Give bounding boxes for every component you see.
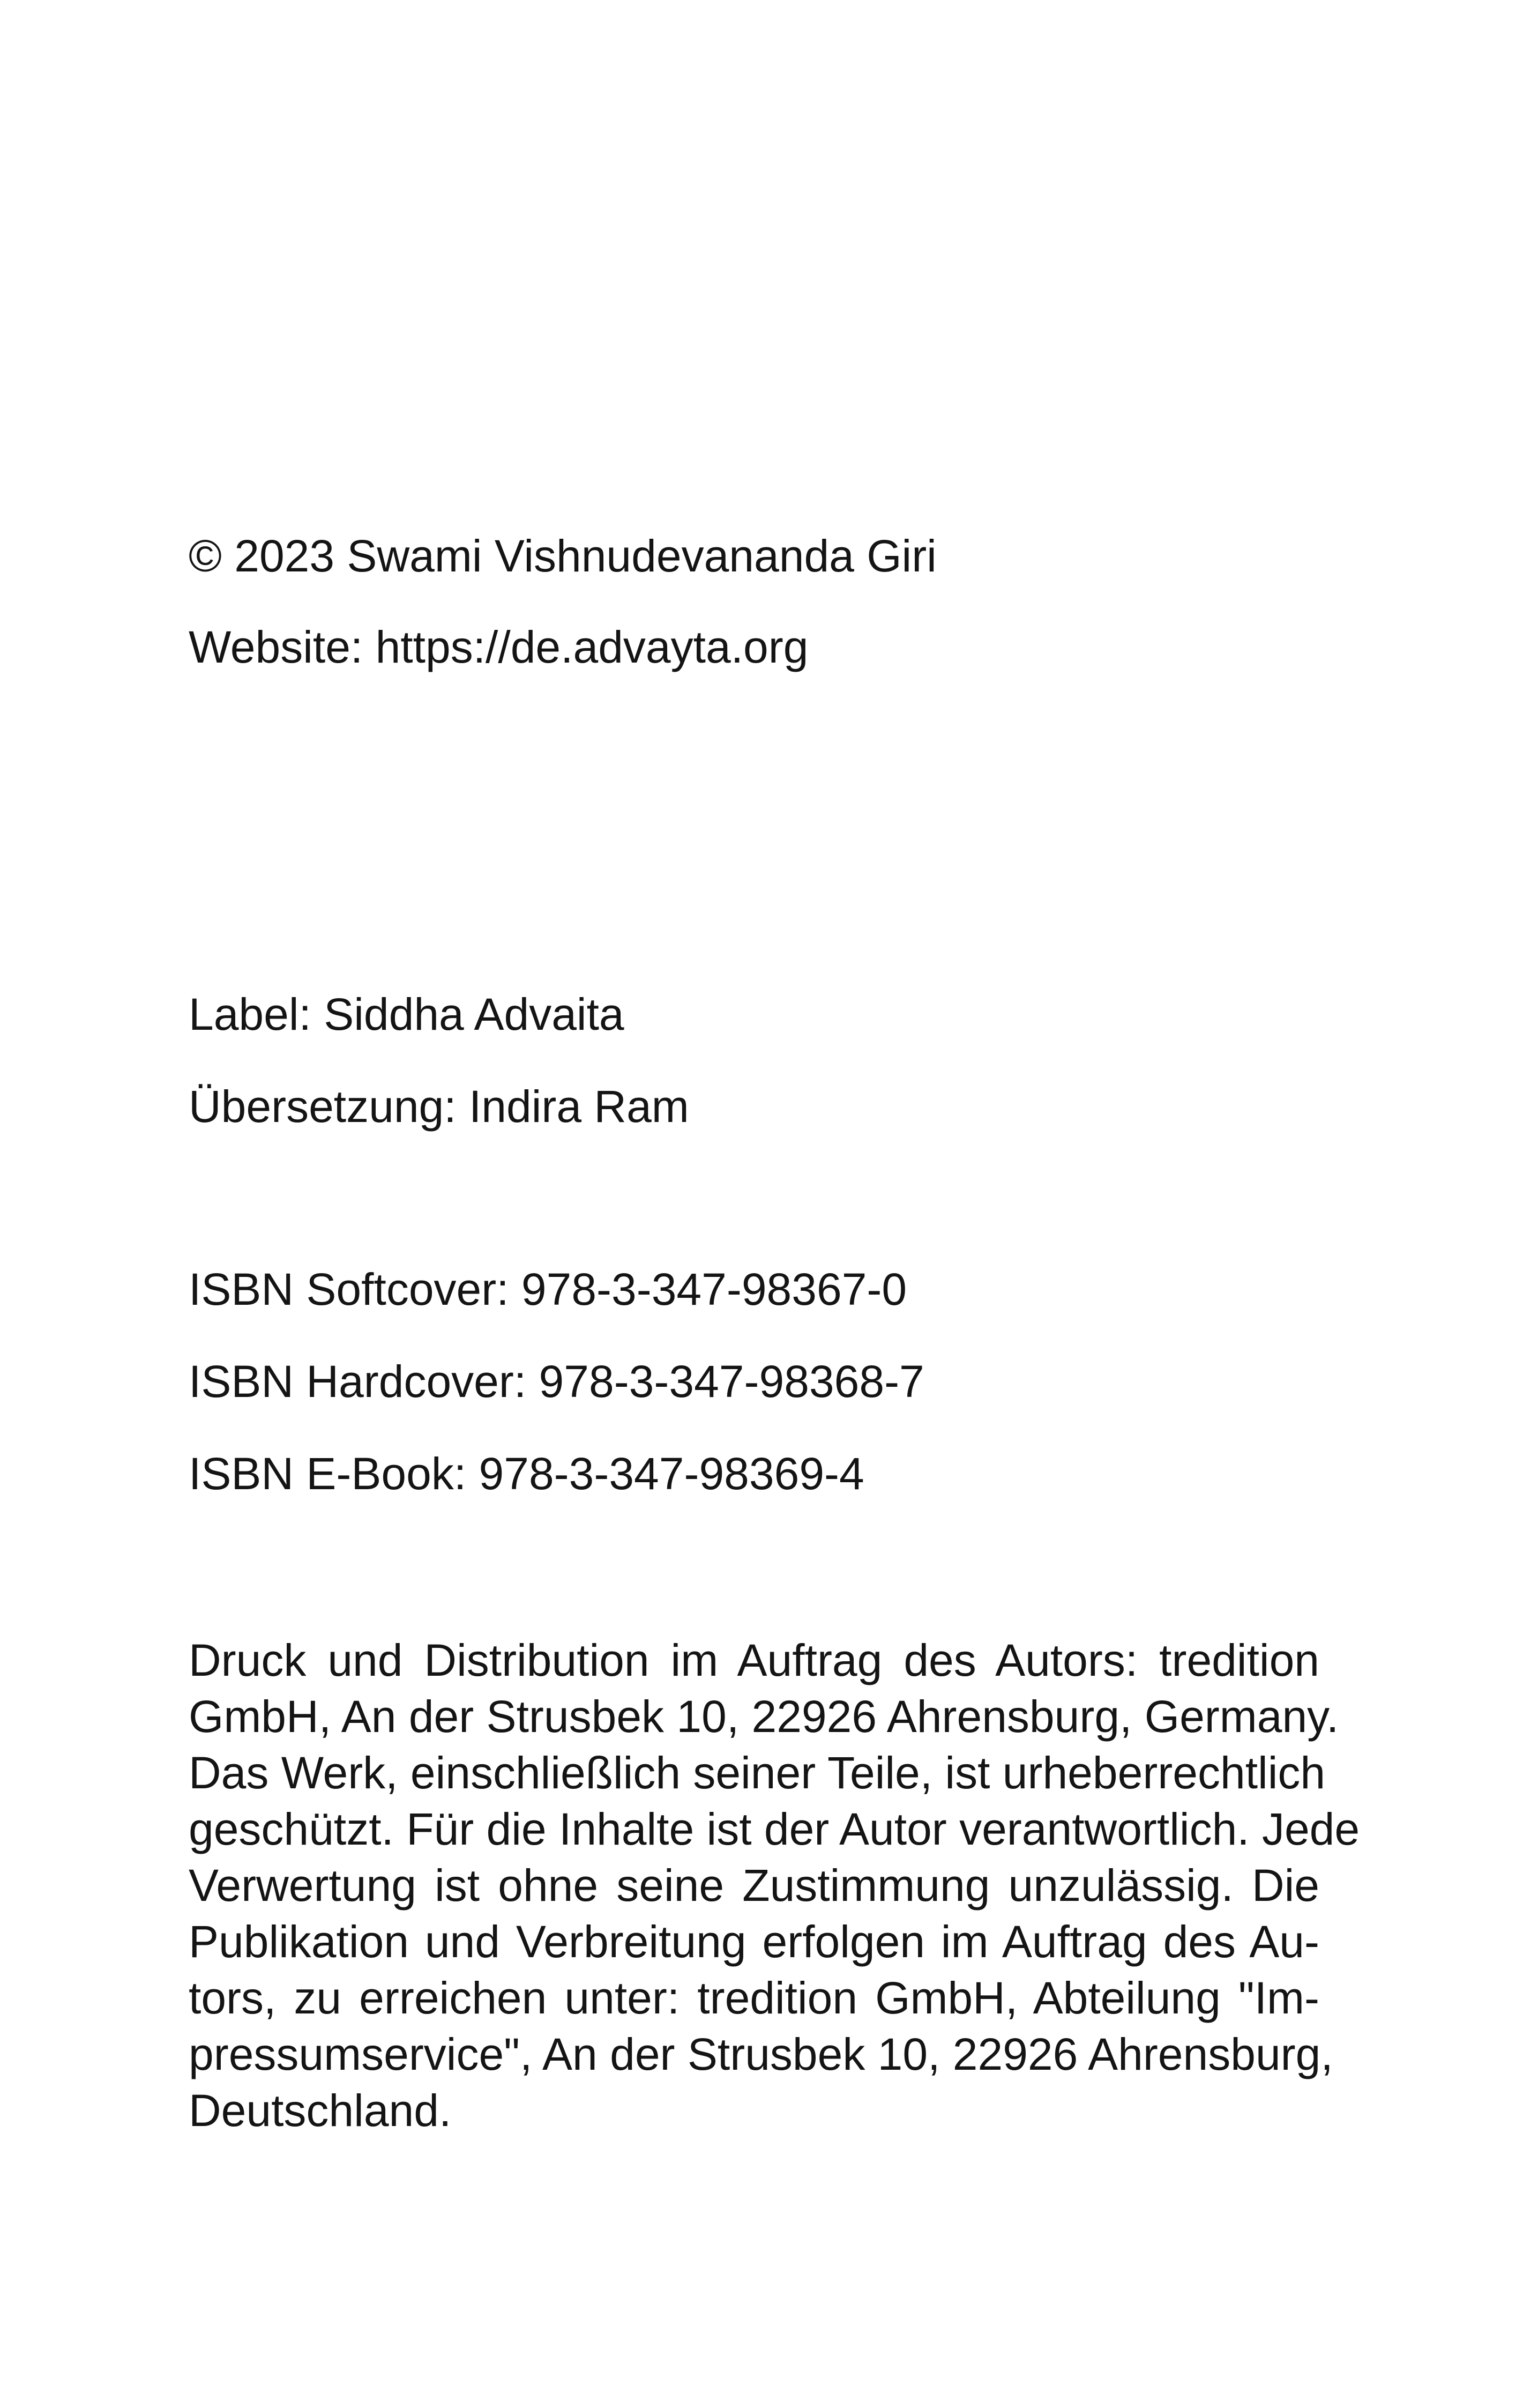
imprint-line: GmbH, An der Strusbek 10, 22926 Ahrensburg, Germany. bbox=[189, 1691, 1339, 1742]
imprint-line: pressumservice", An der Strusbek 10, 22926 Ahrensburg, bbox=[189, 2029, 1333, 2079]
isbn-ebook: ISBN E-Book: 978-3-347-98369-4 bbox=[189, 1448, 864, 1499]
translation-credit: Übersetzung: Indira Ram bbox=[189, 1081, 689, 1132]
website-line: Website: https://de.advayta.org bbox=[189, 622, 809, 672]
imprint-line: Publikation und Verbreitung erfolgen im Auftrag des Au- bbox=[189, 1916, 1319, 1967]
isbn-softcover: ISBN Softcover: 978-3-347-98367-0 bbox=[189, 1264, 907, 1314]
imprint-line: tors, zu erreichen unter: tredition GmbH, Abteilung "Im- bbox=[189, 1973, 1319, 2023]
imprint-paragraph bbox=[189, 1632, 1360, 2139]
isbn-hardcover: ISBN Hardcover: 978-3-347-98368-7 bbox=[189, 1356, 924, 1407]
label-line: Label: Siddha Advaita bbox=[189, 989, 624, 1039]
imprint-line: geschützt. Für die Inhalte ist der Autor verantwortlich. Jede bbox=[189, 1804, 1360, 1854]
copyright-notice: © 2023 Swami Vishnudevananda Giri bbox=[189, 531, 937, 581]
imprint-line: Verwertung ist ohne seine Zustimmung unzulässig. Die bbox=[189, 1860, 1319, 1911]
imprint-line: Deutschland. bbox=[189, 2085, 452, 2136]
imprint-line: Druck und Distribution im Auftrag des Autors: tredition bbox=[189, 1635, 1319, 1685]
imprint-line: Das Werk, einschließlich seiner Teile, ist urheberrechtlich bbox=[189, 1748, 1326, 1798]
